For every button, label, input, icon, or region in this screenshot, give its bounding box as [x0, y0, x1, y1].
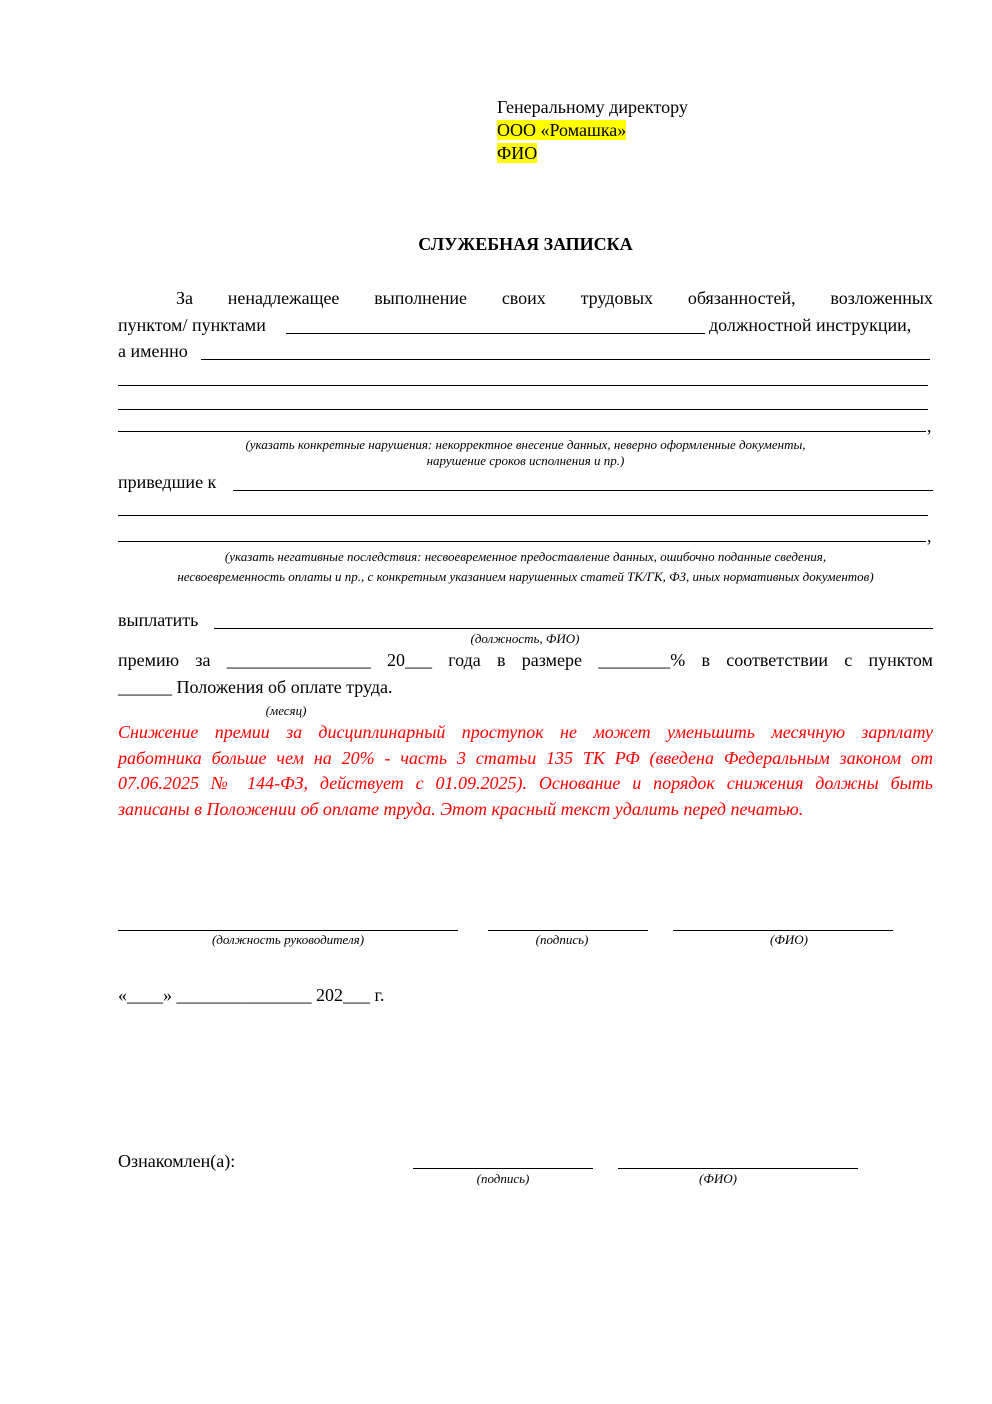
consequences-hint: (указать негативные последствия: несвоевременное предоставление данных, ошибочно поданные сведения, [224, 549, 827, 564]
namely-label: а именно [118, 341, 188, 361]
ack-signature-hint: (подпись) [476, 1171, 530, 1186]
word: соответствии [726, 650, 828, 670]
comma: , [927, 416, 932, 436]
word: своих [501, 288, 546, 308]
word: премию [118, 650, 180, 670]
word: в [701, 650, 710, 670]
month-hint: (месяц) [265, 703, 307, 718]
violation-blank[interactable] [118, 431, 926, 432]
acknowledged-label: Ознакомлен(а): [118, 1151, 236, 1171]
instruction-label: должностной инструкции, [709, 315, 912, 335]
year-blank[interactable]: 20___ [386, 650, 432, 670]
word: года [448, 650, 481, 670]
violation-blank[interactable] [118, 385, 928, 386]
pay-label: выплатить [118, 610, 199, 630]
employee-hint: (должность, ФИО) [470, 631, 580, 646]
position-hint: (должность руководителя) [211, 932, 365, 947]
consequences-blank[interactable] [118, 541, 926, 542]
word: обязанностей, [687, 288, 796, 308]
word: размере [521, 650, 582, 670]
manager-name-blank[interactable] [673, 930, 893, 931]
percent-blank[interactable]: ________% [598, 650, 686, 670]
addressee-company [497, 119, 626, 141]
bonus-line [118, 649, 933, 671]
word: За [176, 288, 194, 308]
violation-blank[interactable] [201, 359, 930, 360]
page-title: СЛУЖЕБНАЯ ЗАПИСКА [418, 234, 633, 254]
ack-name-hint: (ФИО) [699, 1171, 737, 1186]
word: пунктом [868, 650, 933, 670]
month-blank[interactable]: ________________ [226, 650, 371, 670]
consequences-blank[interactable] [233, 490, 933, 491]
name-hint: (ФИО) [770, 932, 808, 947]
violations-hint: нарушение сроков исполнения и пр.) [426, 453, 625, 468]
date-line[interactable]: «____» _______________ 202___ г. [118, 985, 385, 1005]
comma: , [927, 526, 932, 546]
company-highlight: ООО «Ромашка» [497, 120, 627, 140]
word: выполнение [374, 288, 468, 308]
consequences-hint: несвоевременность оплаты и пр., с конкретным указанием нарушенных статей ТК/ГК, ФЗ, иных нормативных документов) [177, 569, 874, 584]
clause-blank[interactable] [286, 333, 705, 334]
word: трудовых [580, 288, 654, 308]
employee-name-blank[interactable] [618, 1168, 858, 1169]
addressee-line: Генеральному директору [497, 97, 688, 117]
manager-position-blank[interactable] [118, 930, 458, 931]
manager-signature-blank[interactable] [488, 930, 648, 931]
word: за [195, 650, 211, 670]
paragraph-line-1 [176, 287, 933, 309]
regulation-line: ______ Положения об оплате труда. [118, 677, 393, 697]
name-highlight: ФИО [497, 143, 538, 163]
consequences-blank[interactable] [118, 515, 928, 516]
violation-blank[interactable] [118, 409, 928, 410]
warning-line: записаны в Положении об оплате труда. Этот красный текст удалить перед печатью. [118, 799, 804, 819]
clause-label: пунктом/ пунктами [118, 315, 266, 335]
warning-line: Снижение премии за дисциплинарный проступок не может уменьшить месячную зарплату [118, 722, 933, 742]
addressee-name [497, 142, 537, 164]
word: возложенных [830, 288, 933, 308]
led-to-label: приведшие к [118, 472, 217, 492]
warning-line: работника больше чем на 20% - часть 3 статьи 135 ТК РФ (введена Федеральным законом от [118, 748, 933, 768]
word: с [844, 650, 853, 670]
violations-hint: (указать конкретные нарушения: некорректное внесение данных, неверно оформленные документы, [245, 437, 806, 452]
employee-blank[interactable] [214, 628, 933, 629]
signature-hint: (подпись) [535, 932, 589, 947]
employee-signature-blank[interactable] [413, 1168, 593, 1169]
warning-line: 07.06.2025 № 144-ФЗ, действует с 01.09.2025). Основание и порядок снижения должны быть [118, 773, 933, 793]
word: ненадлежащее [227, 288, 340, 308]
word: в [497, 650, 506, 670]
